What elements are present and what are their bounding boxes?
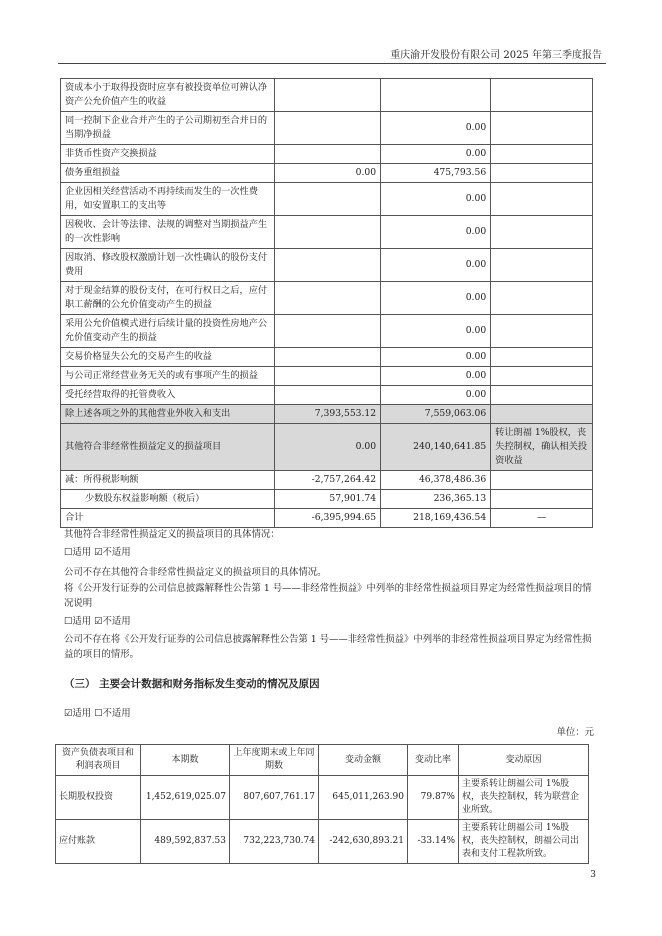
- row-change-ratio: 79.87%: [408, 776, 459, 820]
- row-change-amount: 645,011,263.90: [319, 776, 408, 820]
- page-number: 3: [590, 870, 596, 880]
- row-note: [491, 471, 593, 490]
- row-item-label: 因税收、会计等法律、法规的调整对当期损益产生的一次性影响: [61, 216, 275, 249]
- row-note: [491, 405, 593, 424]
- unit-label: 单位：元: [556, 727, 594, 738]
- applicable-checkbox-2: ☐适用 ☑不适用: [64, 616, 131, 627]
- row-item-label: 因取消、修改股权激励计划一次性确认的股份支付费用: [61, 249, 275, 282]
- row-item-label: 应付账款: [56, 820, 141, 864]
- col-header-item: 资产负债表项目和利润表项目: [56, 745, 141, 776]
- col-header-change: 变动金额: [319, 745, 408, 776]
- table-row: [61, 348, 593, 367]
- row-note: [491, 315, 593, 348]
- row-ytd-value: 0.00: [381, 183, 491, 216]
- row-change-amount: -242,630,893.21: [319, 820, 408, 864]
- paragraph-no-reclassification: 公司不存在将《公开发行证券的公司信息披露解释性公告第 1 号——非经常性损益》中列举的非经常性损益项目界定为经常性损益的项目的情形。: [64, 634, 592, 660]
- table-row: [61, 216, 593, 249]
- row-current-value: [275, 367, 381, 386]
- table-row: [61, 424, 593, 471]
- row-item-label: 少数股东权益影响额（税后）: [61, 490, 275, 509]
- table-row: [61, 282, 593, 315]
- row-ytd-value: 236,365.13: [381, 490, 491, 509]
- table-row: [56, 820, 589, 864]
- row-change-ratio: -33.14%: [408, 820, 459, 864]
- row-ytd-value: 0.00: [381, 145, 491, 164]
- paragraph-no-other-items: 公司不存在其他符合非经常性损益定义的损益项目的具体情况。: [64, 567, 327, 578]
- row-note: [491, 164, 593, 183]
- row-ytd-value: 46,378,486.36: [381, 471, 491, 490]
- non-recurring-gains-table: [60, 78, 593, 528]
- row-current-value: [275, 386, 381, 405]
- row-current-value: -6,395,994.65: [275, 509, 381, 528]
- row-current-value: 0.00: [275, 424, 381, 471]
- row-note: [491, 249, 593, 282]
- row-ytd-value: 0.00: [381, 249, 491, 282]
- row-current-value: -2,757,264.42: [275, 471, 381, 490]
- table-row: [61, 405, 593, 424]
- applicable-checkbox-3: ☑适用 ☐不适用: [64, 708, 131, 719]
- row-item-label: 与公司正常经营业务无关的或有事项产生的损益: [61, 367, 275, 386]
- row-item-label: 对于现金结算的股份支付，在可行权日之后，应付职工薪酬的公允价值变动产生的损益: [61, 282, 275, 315]
- row-current-value: [275, 79, 381, 112]
- row-current-value: 7,393,553.12: [275, 405, 381, 424]
- row-ytd-value: 475,793.56: [381, 164, 491, 183]
- row-item-label: 非货币性资产交换损益: [61, 145, 275, 164]
- row-current-value: 1,452,619,025.07: [141, 776, 230, 820]
- row-item-label: 债务重组损益: [61, 164, 275, 183]
- row-item-label: 交易价格显失公允的交易产生的收益: [61, 348, 275, 367]
- row-current-value: [275, 112, 381, 145]
- col-header-current: 本期数: [141, 745, 230, 776]
- row-prior-value: 732,223,730.74: [230, 820, 319, 864]
- row-note: [491, 367, 593, 386]
- row-change-reason: 主要系转让朗福公司 1%股权，丧失控制权，转为联营企业所致。: [459, 776, 589, 820]
- row-ytd-value: 240,140,641.85: [381, 424, 491, 471]
- row-note: [491, 348, 593, 367]
- row-item-label: 其他符合非经常性损益定义的损益项目: [61, 424, 275, 471]
- row-item-label: 企业因相关经营活动不再持续而发生的一次性费用，如安置职工的支出等: [61, 183, 275, 216]
- row-note: [491, 216, 593, 249]
- table-row: [61, 112, 593, 145]
- row-ytd-value: [381, 79, 491, 112]
- row-current-value: [275, 348, 381, 367]
- row-note: 转让朗福 1%股权，丧失控制权，确认相关投资收益: [491, 424, 593, 471]
- section-title: （三） 主要会计数据和财务指标发生变动的情况及原因: [64, 678, 320, 690]
- row-note: —: [491, 509, 593, 528]
- row-current-value: [275, 183, 381, 216]
- row-item-label: 减：所得税影响额: [61, 471, 275, 490]
- row-item-label: 受托经营取得的托管费收入: [61, 386, 275, 405]
- row-ytd-value: 0.00: [381, 282, 491, 315]
- row-item-label: 资成本小于取得投资时应享有被投资单位可辨认净资产公允价值产生的收益: [61, 79, 275, 112]
- row-item-label: 同一控制下企业合并产生的子公司期初至合并日的当期净损益: [61, 112, 275, 145]
- row-note: [491, 112, 593, 145]
- row-item-label: 采用公允价值模式进行后续计量的投资性房地产公允价值变动产生的损益: [61, 315, 275, 348]
- row-note: [491, 386, 593, 405]
- row-current-value: [275, 145, 381, 164]
- col-header-reason: 变动原因: [459, 745, 589, 776]
- table-row: [61, 164, 593, 183]
- row-ytd-value: 0.00: [381, 367, 491, 386]
- row-current-value: [275, 282, 381, 315]
- table-row: [61, 509, 593, 528]
- row-current-value: 57,901.74: [275, 490, 381, 509]
- col-header-prior: 上年度期末或上年同期数: [230, 745, 319, 776]
- row-ytd-value: 218,169,436.54: [381, 509, 491, 528]
- row-item-label: 除上述各项之外的其他营业外收入和支出: [61, 405, 275, 424]
- row-ytd-value: 0.00: [381, 112, 491, 145]
- table-row: [61, 183, 593, 216]
- table-row: [61, 386, 593, 405]
- table-row: [61, 471, 593, 490]
- row-note: [491, 145, 593, 164]
- row-current-value: [275, 315, 381, 348]
- table-row: [61, 490, 593, 509]
- table-row: [61, 79, 593, 112]
- row-change-reason: 主要系转让朗福公司 1%股权，丧失控制权，朗福公司出表和支付工程款所致。: [459, 820, 589, 864]
- row-ytd-value: 7,559,063.06: [381, 405, 491, 424]
- header-divider: [58, 63, 606, 64]
- report-header-title: 重庆渝开发股份有限公司 2025 年第三季度报告: [390, 50, 602, 61]
- row-current-value: 0.00: [275, 164, 381, 183]
- applicable-checkbox-1: ☐适用 ☑不适用: [64, 547, 131, 558]
- row-ytd-value: 0.00: [381, 315, 491, 348]
- row-current-value: [275, 216, 381, 249]
- row-prior-value: 807,607,761.17: [230, 776, 319, 820]
- row-note: [491, 79, 593, 112]
- paragraph-reclassification-note: 将《公开发行证券的公司信息披露解释性公告第 1 号——非经常性损益》中列举的非经常性损益项目界定为经常性损益项目的情况说明: [64, 583, 592, 609]
- paragraph-other-items: 其他符合非经常性损益定义的损益项目的具体情况：: [64, 529, 280, 540]
- table-row: [61, 315, 593, 348]
- row-ytd-value: 0.00: [381, 216, 491, 249]
- row-item-label: 合计: [61, 509, 275, 528]
- row-note: [491, 490, 593, 509]
- row-current-value: [275, 249, 381, 282]
- col-header-ratio: 变动比率: [408, 745, 459, 776]
- row-note: [491, 282, 593, 315]
- row-item-label: 长期股权投资: [56, 776, 141, 820]
- table-row: [61, 145, 593, 164]
- row-note: [491, 183, 593, 216]
- table-row: [61, 249, 593, 282]
- table-row: [56, 776, 589, 820]
- row-current-value: 489,592,837.53: [141, 820, 230, 864]
- row-ytd-value: 0.00: [381, 348, 491, 367]
- table-row: [61, 367, 593, 386]
- row-ytd-value: 0.00: [381, 386, 491, 405]
- change-analysis-table: [55, 744, 589, 864]
